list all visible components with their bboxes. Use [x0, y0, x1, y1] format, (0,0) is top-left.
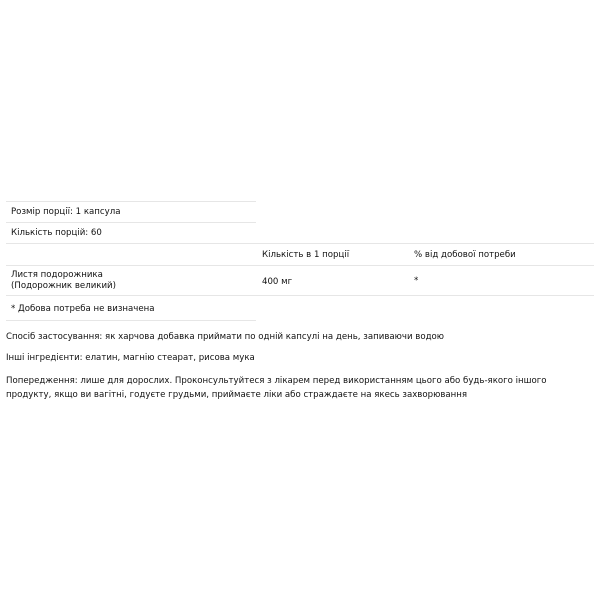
ingredient-name-line2: (Подорожник великий): [11, 281, 116, 291]
footnote: * Добова потреба не визначена: [11, 304, 155, 314]
divider: [6, 295, 594, 296]
ingredient-amount: 400 мг: [262, 277, 293, 287]
header-amount: Кількість в 1 порції: [262, 250, 350, 260]
serving-size: Розмір порції: 1 капсула: [11, 207, 121, 217]
table-top-border: [6, 201, 256, 202]
warning-text: Попередження: лише для дорослих. Проконсультуйтеся з лікарем перед використанням цього або будь-якого іншого продукту, якщо ви вагітні, годуєте грудьми, приймаєте ліки або страждаєте на якесь захворювання: [6, 376, 547, 400]
divider: [6, 265, 594, 266]
divider: [6, 222, 256, 223]
usage-text: Спосіб застосування: як харчова добавка приймати по одній капсулі на день, запиваючи водою: [6, 332, 445, 342]
ingredient-name-line1: Листя подорожника: [11, 270, 103, 280]
divider: [6, 243, 594, 244]
table-bottom-border: [6, 320, 256, 321]
servings-count: Кількість порцій: 60: [11, 228, 102, 238]
ingredient-daily-value: *: [414, 276, 419, 286]
header-daily-value: % від добової потреби: [414, 250, 516, 260]
ingredients-text: Інші інгредієнти: елатин, магнію стеарат, рисова мука: [6, 353, 255, 363]
ingredient-name: [11, 270, 116, 292]
